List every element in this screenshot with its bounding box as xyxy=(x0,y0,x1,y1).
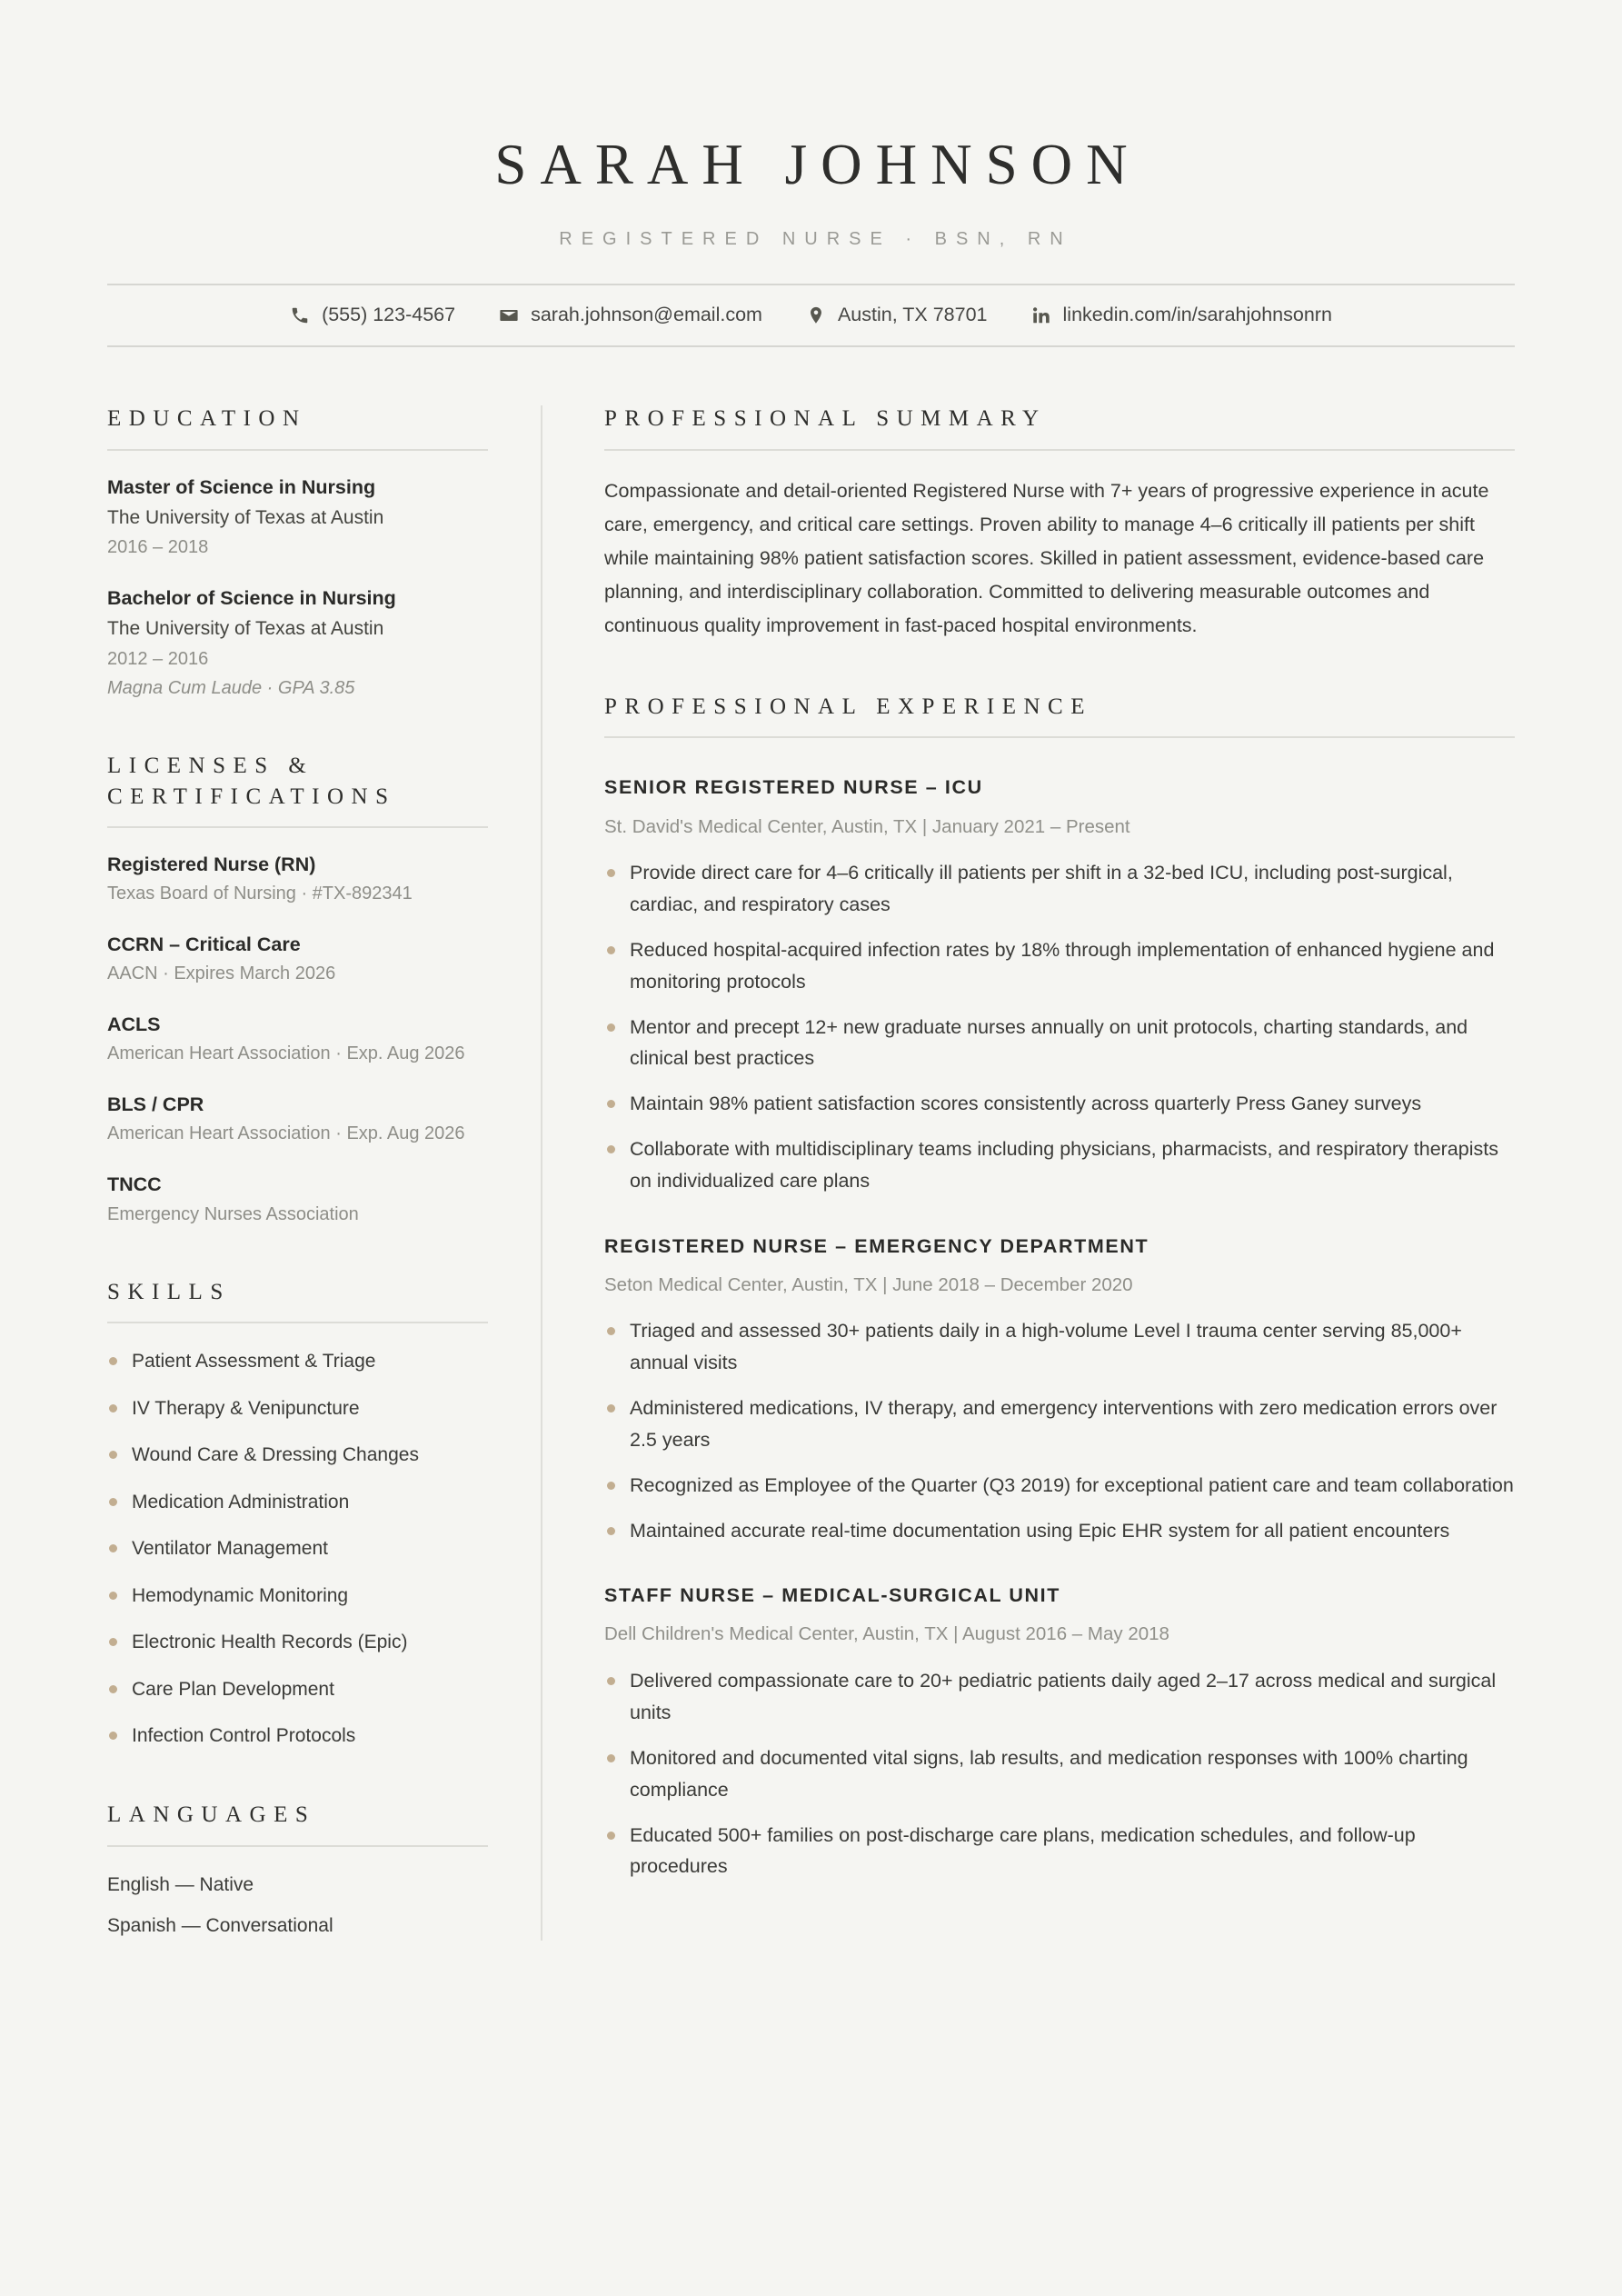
section-heading-skills: SKILLS xyxy=(107,1279,231,1304)
section-rule xyxy=(107,826,488,828)
list-item: Monitored and documented vital signs, lab results, and medication responses with 100% charting compliance xyxy=(604,1742,1515,1806)
section-licenses xyxy=(107,751,488,1228)
list-item: Hemodynamic Monitoring xyxy=(107,1582,488,1611)
main-column xyxy=(542,404,1515,1940)
license-entry xyxy=(107,1092,488,1147)
list-item: Infection Control Protocols xyxy=(107,1722,488,1751)
license-entries xyxy=(107,852,488,1227)
list-item: Maintained accurate real-time documentation using Epic EHR system for all patient encounters xyxy=(604,1515,1515,1547)
list-item: Wound Care & Dressing Changes xyxy=(107,1441,488,1470)
license-detail: Texas Board of Nursing · #TX-892341 xyxy=(107,883,413,904)
license-detail: Emergency Nurses Association xyxy=(107,1203,359,1224)
list-item: Triaged and assessed 30+ patients daily in a high-volume Level I trauma center serving 85,000+ annual visits xyxy=(604,1315,1515,1379)
list-item: Electronic Health Records (Epic) xyxy=(107,1628,488,1657)
education-entries xyxy=(107,474,488,702)
contact-phone[interactable] xyxy=(290,304,455,326)
contact-email[interactable] xyxy=(499,304,762,326)
education-honors: Magna Cum Laude · GPA 3.85 xyxy=(107,677,355,698)
list-item: IV Therapy & Venipuncture xyxy=(107,1394,488,1423)
section-rule xyxy=(107,1845,488,1847)
license-title: BLS / CPR xyxy=(107,1093,204,1116)
school-name: The University of Texas at Austin xyxy=(107,618,384,640)
degree-title: Master of Science in Nursing xyxy=(107,475,376,498)
contact-phone-value: (555) 123-4567 xyxy=(322,304,456,326)
license-title: TNCC xyxy=(107,1173,162,1196)
license-entry xyxy=(107,1012,488,1067)
list-item: Educated 500+ families on post-discharge care plans, medication schedules, and follow-up procedures xyxy=(604,1820,1515,1883)
list-item: Spanish — Conversational xyxy=(107,1915,333,1936)
phone-icon xyxy=(290,305,310,325)
list-item: Collaborate with multidisciplinary teams including physicians, pharmacists, and respiratory therapists on individualized care plans xyxy=(604,1133,1515,1197)
section-languages xyxy=(107,1800,488,1941)
section-skills xyxy=(107,1277,488,1751)
list-item: Reduced hospital-acquired infection rates by 18% through implementation of enhanced hygiene and monitoring protocols xyxy=(604,934,1515,998)
education-years: 2016 – 2018 xyxy=(107,537,209,558)
job-title: STAFF NURSE – MEDICAL-SURGICAL UNIT xyxy=(604,1584,1060,1607)
section-heading-experience: PROFESSIONAL EXPERIENCE xyxy=(604,694,1092,719)
professional-subtitle: REGISTERED NURSE · BSN, RN xyxy=(559,229,1072,250)
section-heading-languages: LANGUAGES xyxy=(107,1802,316,1827)
list-item: Delivered compassionate care to 20+ pediatric patients daily aged 2–17 across medical and surgical units xyxy=(604,1665,1515,1729)
list-item: Patient Assessment & Triage xyxy=(107,1347,488,1376)
education-entry xyxy=(107,585,488,702)
list-item: Administered medications, IV therapy, and emergency interventions with zero medication errors over 2.5 years xyxy=(604,1393,1515,1456)
license-title: ACLS xyxy=(107,1013,161,1036)
list-item: Mentor and precept 12+ new graduate nurses annually on unit protocols, charting standards, and clinical best practices xyxy=(604,1012,1515,1075)
skills-list xyxy=(107,1347,488,1751)
list-item: Recognized as Employee of the Quarter (Q3 2019) for exceptional patient care and team collaboration xyxy=(604,1470,1515,1502)
license-entry xyxy=(107,932,488,987)
linkedin-icon xyxy=(1031,305,1051,325)
experience-entry xyxy=(604,1582,1515,1882)
school-name: The University of Texas at Austin xyxy=(107,506,384,528)
experience-entry xyxy=(604,1233,1515,1547)
section-rule xyxy=(604,449,1515,451)
list-item: Provide direct care for 4–6 critically ill patients per shift in a 32-bed ICU, including post-surgical, cardiac, and respiratory cases xyxy=(604,857,1515,921)
section-rule xyxy=(107,1322,488,1323)
section-heading-summary: PROFESSIONAL SUMMARY xyxy=(604,406,1047,432)
map-pin-icon xyxy=(806,305,826,325)
job-bullets xyxy=(604,857,1515,1196)
job-bullets xyxy=(604,1665,1515,1882)
sidebar xyxy=(107,404,541,1940)
list-item: Ventilator Management xyxy=(107,1534,488,1563)
contact-linkedin-value: linkedin.com/in/sarahjohnsonrn xyxy=(1062,304,1332,326)
job-meta: Dell Children's Medical Center, Austin, TX | August 2016 – May 2018 xyxy=(604,1623,1169,1645)
contact-linkedin[interactable] xyxy=(1031,304,1332,326)
contact-bar xyxy=(107,284,1515,347)
education-years: 2012 – 2016 xyxy=(107,648,209,669)
license-title: Registered Nurse (RN) xyxy=(107,854,316,876)
experience-entry xyxy=(604,774,1515,1196)
page-title: SARAH JOHNSON xyxy=(494,133,1141,196)
section-rule xyxy=(604,736,1515,738)
job-bullets xyxy=(604,1315,1515,1546)
resume-header xyxy=(107,0,1515,347)
languages-list xyxy=(107,1871,488,1941)
job-meta: Seton Medical Center, Austin, TX | June 2018 – December 2020 xyxy=(604,1273,1133,1295)
license-detail: AACN · Expires March 2026 xyxy=(107,963,336,984)
license-detail: American Heart Association · Exp. Aug 2026 xyxy=(107,1123,465,1144)
section-summary xyxy=(604,404,1515,643)
section-education xyxy=(107,404,488,702)
section-heading-education: EDUCATION xyxy=(107,406,307,432)
license-detail: American Heart Association · Exp. Aug 2026 xyxy=(107,1043,465,1064)
job-title: SENIOR REGISTERED NURSE – ICU xyxy=(604,776,983,799)
license-entry xyxy=(107,852,488,907)
list-item: English — Native xyxy=(107,1873,254,1895)
list-item: Maintain 98% patient satisfaction scores consistently across quarterly Press Ganey surveys xyxy=(604,1088,1515,1120)
section-rule xyxy=(107,449,488,451)
contact-location[interactable] xyxy=(806,304,988,326)
section-experience xyxy=(604,692,1515,1882)
license-entry xyxy=(107,1172,488,1227)
resume-body xyxy=(107,404,1515,2003)
education-entry xyxy=(107,474,488,562)
degree-title: Bachelor of Science in Nursing xyxy=(107,587,396,610)
job-title: REGISTERED NURSE – EMERGENCY DEPARTMENT xyxy=(604,1234,1149,1257)
job-meta: St. David's Medical Center, Austin, TX | January 2021 – Present xyxy=(604,815,1130,837)
list-item: Care Plan Development xyxy=(107,1675,488,1704)
summary-text: Compassionate and detail-oriented Registered Nurse with 7+ years of progressive experience in acute care, emergency, and critical care settings. Proven ability to manage 4–6 critically ill patients per shift while maintaining 98% patient satisfaction scores. Skilled in patient assessment, evidence-based care planning, and interdisciplinary collaboration. Committed to delivering measurable outcomes and continuous quality improvement in fast-paced hospital environments. xyxy=(604,479,1489,636)
list-item: Medication Administration xyxy=(107,1488,488,1517)
license-title: CCRN – Critical Care xyxy=(107,933,301,956)
contact-location-value: Austin, TX 78701 xyxy=(837,304,988,326)
contact-email-value: sarah.johnson@email.com xyxy=(531,304,762,326)
section-heading-licenses: LICENSES & CERTIFICATIONS xyxy=(107,753,396,809)
envelope-icon xyxy=(499,305,519,325)
